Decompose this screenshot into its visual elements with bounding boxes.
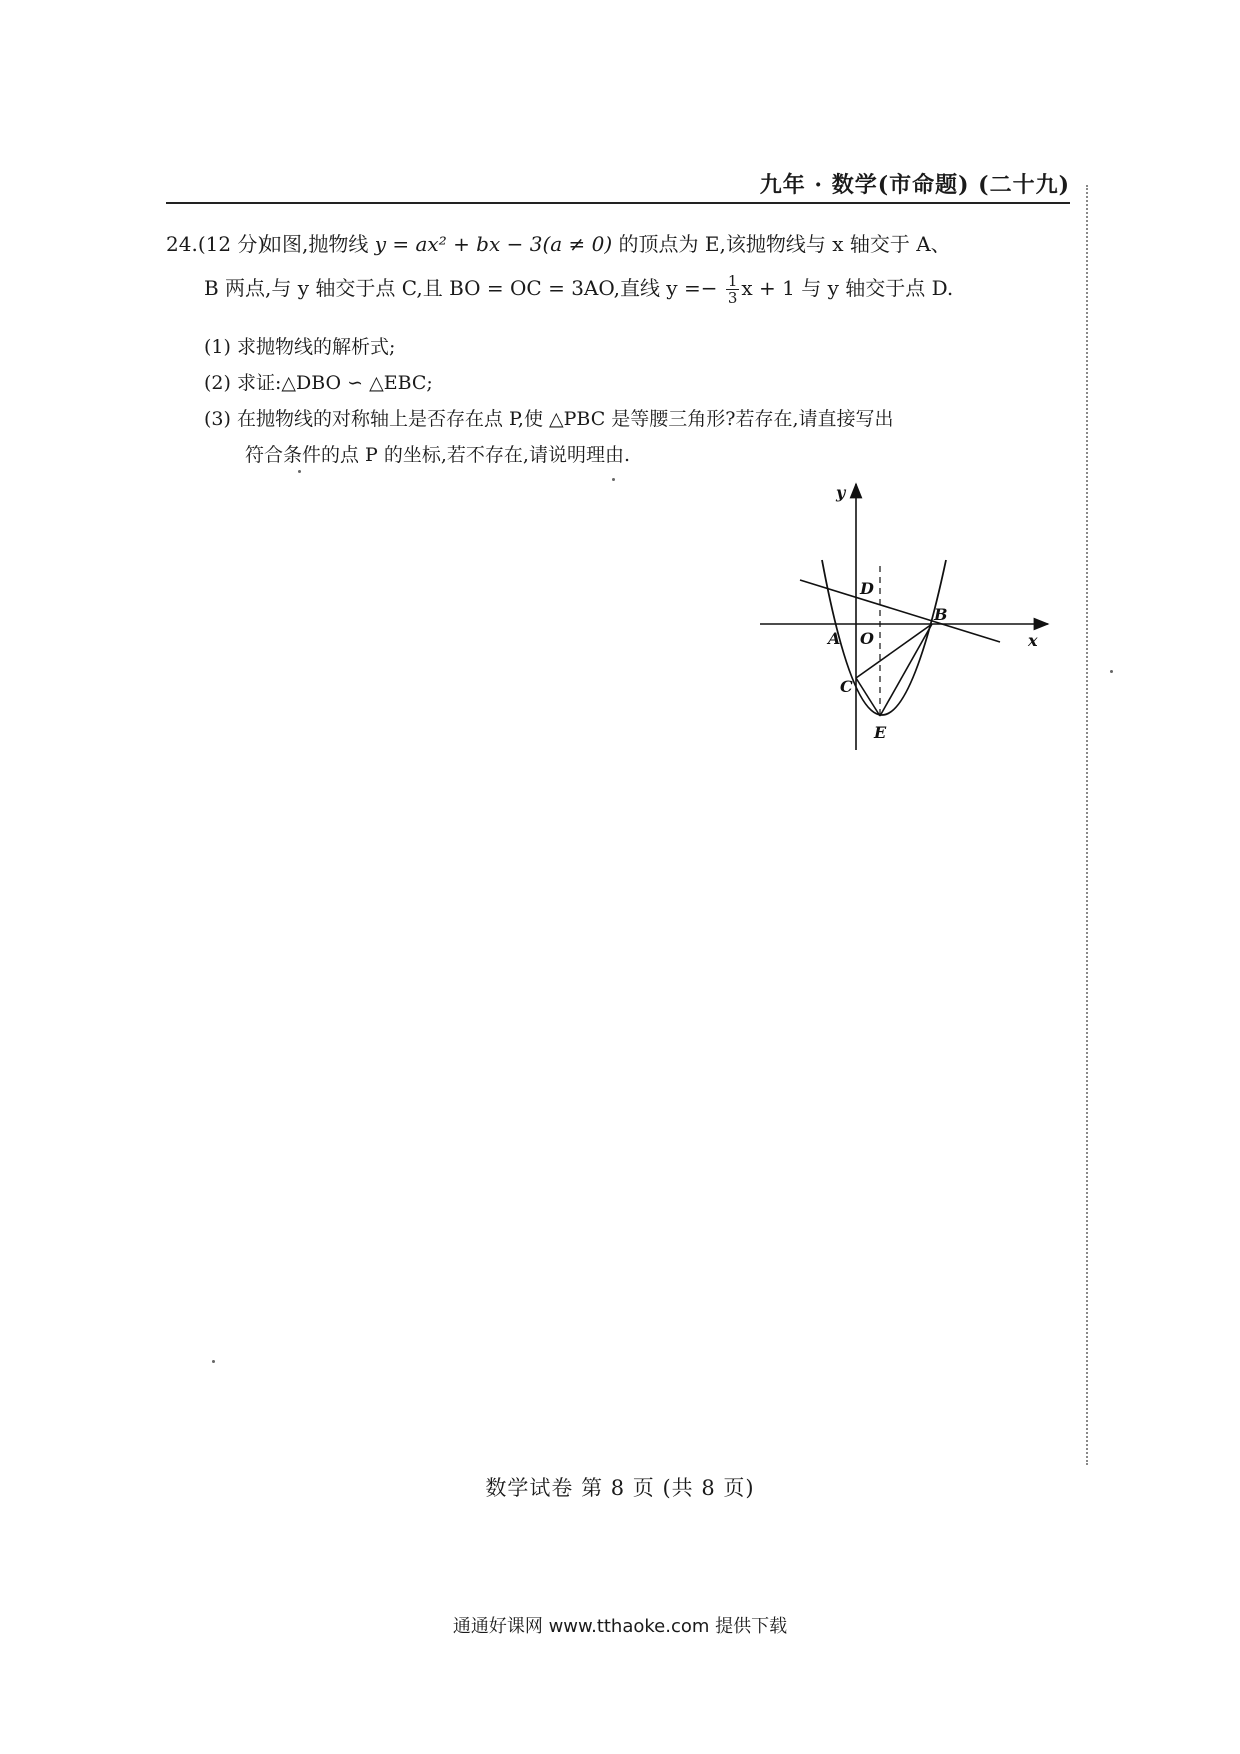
source-attribution: 通通好课网 www.tthaoke.com 提供下载 (452, 1616, 788, 1637)
stem-text-2b: x + 1 与 y 轴交于点 D. (741, 276, 954, 300)
label-E: E (874, 723, 887, 742)
question-score: (12 分) (197, 232, 266, 256)
scan-speck (212, 1360, 215, 1363)
page-footer: 数学试卷 第 8 页 (共 8 页) (485, 1476, 755, 1500)
stem-text-1b: 的顶点为 E,该抛物线与 x 轴交于 A、 (612, 232, 951, 256)
stem-text-1a: 如图,抛物线 (262, 232, 375, 256)
binding-margin-dotted-line (1086, 185, 1088, 1465)
fraction-one-third (726, 273, 740, 306)
fraction-denominator: 3 (727, 289, 738, 307)
question-number (166, 228, 265, 257)
sub-question-1: (1) 求抛物线的解析式; (204, 336, 396, 358)
exam-header-title: 九年 · 数学(市命题) (二十九) (759, 172, 1070, 198)
label-B: B (934, 605, 948, 624)
scan-speck (612, 478, 615, 481)
segment-BE (880, 624, 932, 716)
scan-speck (1110, 670, 1113, 673)
sub-question-3-line-1: (3) 在抛物线的对称轴上是否存在点 P,使 △PBC 是等腰三角形?若存在,请直接写出 (204, 408, 894, 430)
sub-question-3-line-2: 符合条件的点 P 的坐标,若不存在,请说明理由. (245, 444, 630, 466)
sub-question-2: (2) 求证:△DBO ∽ △EBC; (204, 372, 433, 394)
label-y: y (836, 483, 846, 502)
stem-text-2a: B 两点,与 y 轴交于点 C,且 BO = OC = 3AO,直线 y =− (204, 276, 724, 300)
header-divider (166, 202, 1070, 204)
label-D: D (860, 579, 874, 598)
label-O: O (860, 629, 874, 648)
scan-speck (298, 470, 301, 473)
segment-CE (856, 678, 880, 716)
parabola-equation: y = ax² + bx − 3(a ≠ 0) (374, 232, 613, 256)
label-x: x (1028, 631, 1038, 650)
question-stem-line-1 (262, 228, 951, 257)
question-stem-line-2 (204, 272, 953, 306)
parabola-figure (760, 480, 1060, 760)
question-index: 24. (166, 232, 198, 256)
fraction-numerator: 1 (727, 272, 738, 290)
label-C: C (840, 677, 853, 696)
label-A: A (828, 629, 841, 648)
